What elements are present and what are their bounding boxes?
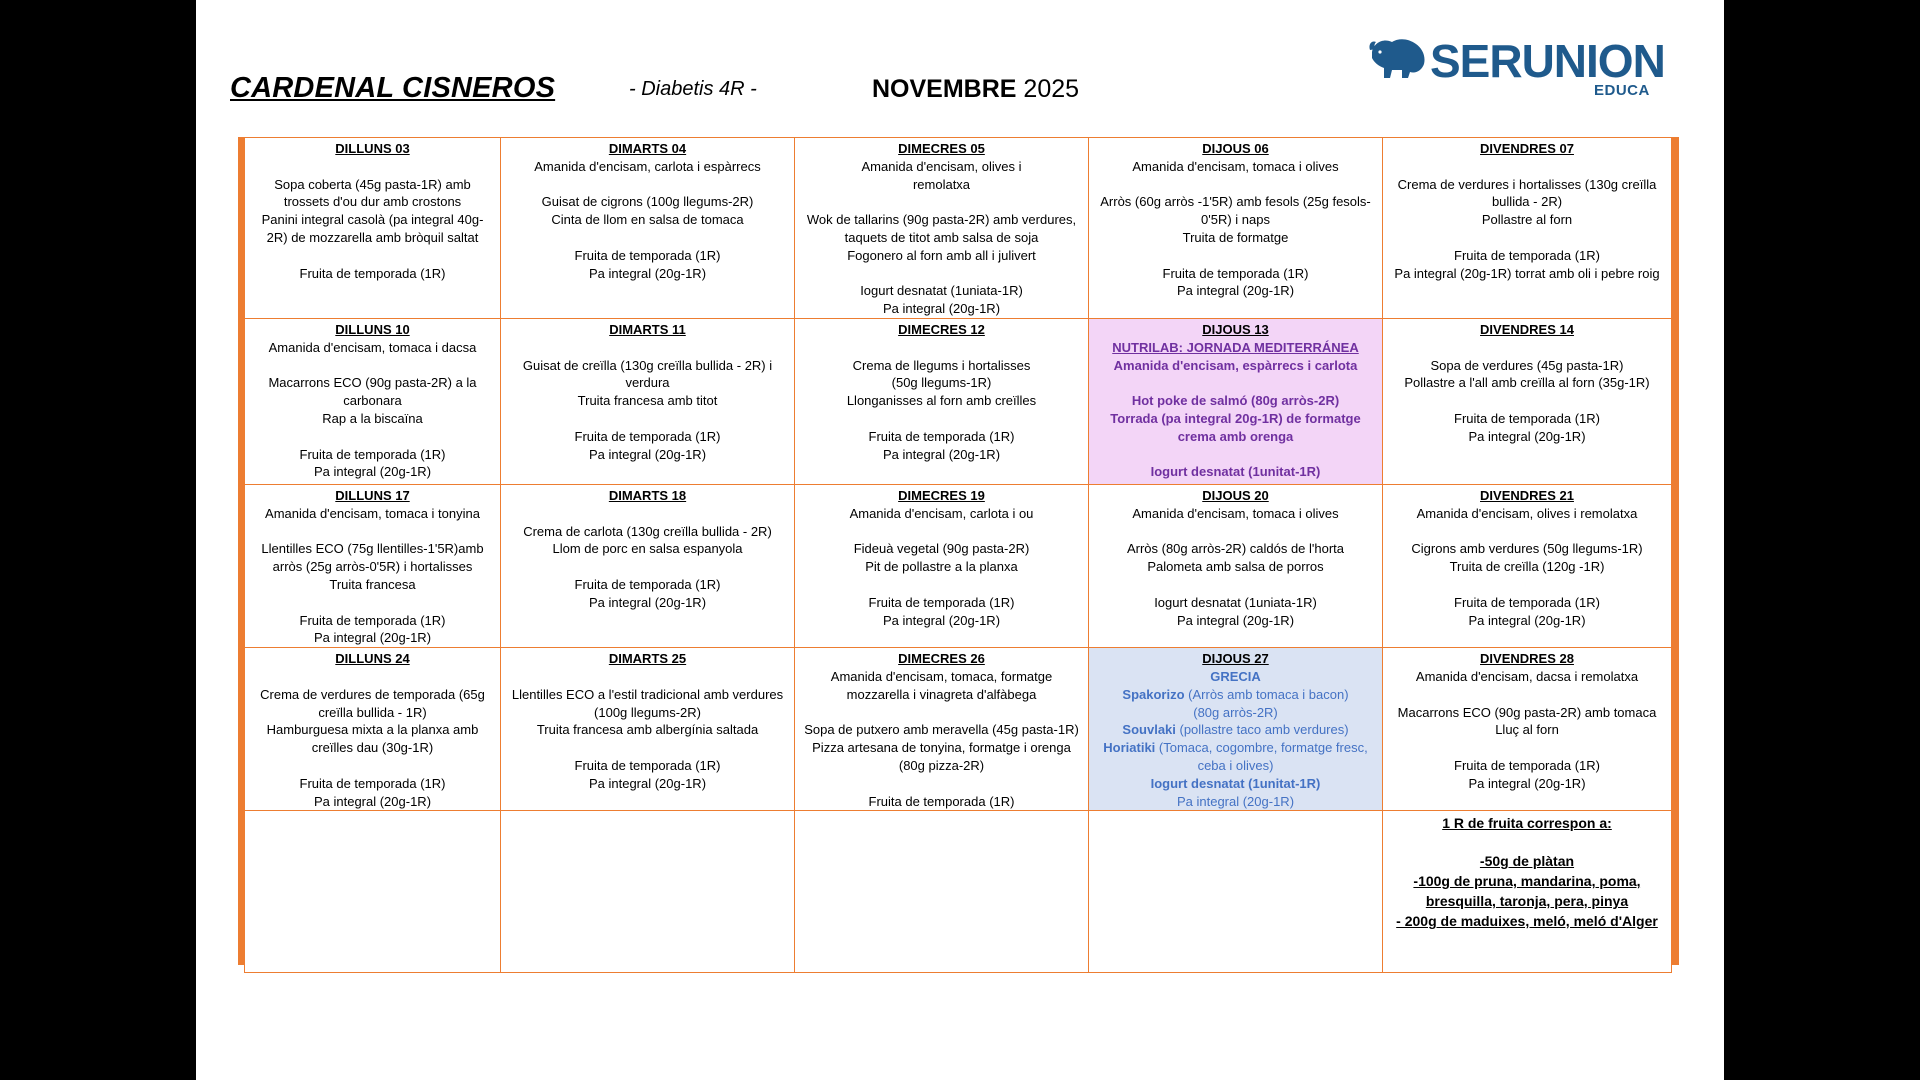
menu-line: Amanida d'encisam, tomaca i dacsa xyxy=(268,339,477,355)
menu-line: Fruita de temporada (1R) xyxy=(1454,594,1600,610)
menu-line: Rap a la biscaïna xyxy=(322,410,423,426)
menu-line: Pa integral (20g-1R) xyxy=(1176,612,1295,628)
day-cell xyxy=(1089,648,1383,811)
menu-line: Pa integral (20g-1R) xyxy=(588,446,707,462)
menu-text: Pa integral (20g-1R) xyxy=(1176,793,1295,809)
day-cell xyxy=(1383,318,1672,484)
week-row xyxy=(245,318,1672,484)
menu-line: Fruita de temporada (1R) xyxy=(574,757,721,773)
menu-line: Truita francesa amb titot xyxy=(577,393,718,409)
menu-line: Macarrons ECO (90g pasta-2R) amb tomaca xyxy=(1397,704,1657,720)
menu-line: creïlles dau (30g-1R) xyxy=(311,740,434,756)
day-cell xyxy=(245,648,501,811)
menu-line: Fruita de temporada (1R) xyxy=(1454,410,1600,426)
menu-line: Amanida d'encisam, tomaca i tonyina xyxy=(265,505,480,521)
day-cell xyxy=(1089,318,1383,484)
logo-sub: EDUCA xyxy=(1594,82,1650,99)
spacer xyxy=(1092,446,1379,464)
menu-line: Llom de porc en salsa espanyola xyxy=(552,541,743,557)
spacer xyxy=(504,176,791,194)
spacer xyxy=(1092,576,1379,594)
menu-line: Wok de tallarins (90g pasta-2R) amb verdures, xyxy=(806,212,1077,228)
menu-line xyxy=(1092,721,1379,739)
menu-line: Macarrons ECO (90g pasta-2R) a la xyxy=(268,375,477,391)
spacer xyxy=(1386,833,1668,851)
menu-text: ceba i olives) xyxy=(1197,757,1274,773)
spacer xyxy=(248,247,497,265)
fruit-note-line: -50g de plàtan xyxy=(1479,853,1575,870)
spacer xyxy=(1386,229,1668,247)
menu-line: Pa integral (20g-1R) xyxy=(1468,612,1586,628)
menu-line: Hamburguesa mixta a la planxa amb xyxy=(266,722,479,738)
menu-line: Fruita de temporada (1R) xyxy=(868,793,1015,809)
menu-line: Palometa amb salsa de porros xyxy=(1147,559,1324,575)
menu-line: Fruita de temporada (1R) xyxy=(299,265,446,281)
menu-text: (80g arròs-2R) xyxy=(1193,704,1278,720)
menu-line: (100g llegums-2R) xyxy=(594,704,701,720)
day-cell xyxy=(795,318,1089,484)
month-year xyxy=(872,75,1079,104)
bull-icon xyxy=(1368,34,1428,80)
spacer xyxy=(504,739,791,757)
right-accent-bar xyxy=(1671,137,1679,965)
menu-line: carbonara xyxy=(343,393,402,409)
spacer xyxy=(1092,374,1379,392)
menu-line: Pa integral (20g-1R) xyxy=(588,775,707,791)
menu-line: Truita de formatge xyxy=(1182,229,1289,245)
menu-line xyxy=(1092,757,1379,775)
menu-line: mozzarella i vinagreta d'alfàbega xyxy=(846,686,1037,702)
menu-line: Guisat de creïlla (130g creïlla bullida - 2R) i xyxy=(522,357,773,373)
spacer xyxy=(248,523,497,541)
menu-line: bullida - 2R) xyxy=(1491,194,1563,210)
school-title: CARDENAL CISNEROS xyxy=(230,72,556,104)
menu-line: Pa integral (20g-1R) xyxy=(882,446,1001,462)
menu-line: Amanida d'encisam, tomaca, formatge xyxy=(830,668,1053,684)
day-cell xyxy=(501,484,795,647)
menu-line: Torrada (pa integral 20g-1R) de formatge xyxy=(1110,410,1361,426)
menu-line: Llonganisses al forn amb creïlles xyxy=(846,393,1037,409)
menu-line: Cigrons amb verdures (50g llegums-1R) xyxy=(1411,541,1643,557)
empty-cell xyxy=(245,811,501,973)
day-heading: DIVENDRES 21 xyxy=(1480,487,1574,503)
menu-line: Sopa coberta (45g pasta-1R) amb xyxy=(274,176,471,192)
day-cell xyxy=(501,318,795,484)
menu-line: 0'5R) i naps xyxy=(1201,212,1270,228)
spacer xyxy=(1386,576,1668,594)
menu-line: Fruita de temporada (1R) xyxy=(574,247,721,263)
spacer xyxy=(248,357,497,375)
menu-line: Amanida d'encisam, olives i remolatxa xyxy=(1416,505,1638,521)
day-heading: DIMECRES 19 xyxy=(898,487,985,503)
menu-line: verdura xyxy=(625,375,670,391)
fruit-note-line: - 200g de maduixes, meló, meló d'Alger xyxy=(1396,913,1658,930)
menu-line: trossets d'ou dur amb crostons xyxy=(283,194,462,210)
day-heading: DIMECRES 26 xyxy=(898,651,985,667)
spacer xyxy=(248,757,497,775)
menu-text: Spakorizo xyxy=(1122,686,1185,702)
menu-line: Pa integral (20g-1R) xyxy=(588,594,707,610)
spacer xyxy=(1092,523,1379,541)
spacer xyxy=(798,523,1085,541)
spacer xyxy=(1386,392,1668,410)
menu-line: 2R) de mozzarella amb bròquil saltat xyxy=(266,229,479,245)
day-heading: DILLUNS 03 xyxy=(335,141,410,156)
menu-line: Truita francesa amb albergínia saltada xyxy=(536,722,759,738)
menu-line: Amanida d'encisam, olives i xyxy=(861,158,1022,174)
day-cell xyxy=(795,484,1089,647)
menu-line: Pa integral (20g-1R) xyxy=(882,301,1001,317)
menu-grid xyxy=(238,137,1679,965)
menu-line: Panini integral casolà (pa integral 40g- xyxy=(261,212,484,228)
menu-line: Fruita de temporada (1R) xyxy=(574,576,721,592)
week-row xyxy=(245,811,1672,973)
menu-line: Pizza artesana de tonyina, formatge i orenga xyxy=(812,740,1071,756)
fruit-note-line: -100g de pruna, mandarina, poma, xyxy=(1413,873,1641,890)
day-cell xyxy=(245,484,501,647)
day-cell xyxy=(795,138,1089,319)
fruit-note-cell xyxy=(1383,811,1672,973)
day-cell xyxy=(1383,484,1672,647)
menu-line: Fruita de temporada (1R) xyxy=(299,446,446,462)
menu-line: Crema de verdures i hortalisses (130g creïlla xyxy=(1397,176,1657,192)
spacer xyxy=(1386,739,1668,757)
menu-page xyxy=(196,0,1724,1080)
spacer xyxy=(504,229,791,247)
empty-cell xyxy=(1089,811,1383,973)
menu-line: Pa integral (20g-1R) xyxy=(588,265,707,281)
day-cell xyxy=(501,138,795,319)
day-heading: DIJOUS 27 xyxy=(1202,651,1269,667)
menu-line: Truita francesa xyxy=(329,576,416,592)
menu-line xyxy=(1092,793,1379,811)
day-heading: DIMARTS 18 xyxy=(608,487,687,503)
menu-line: Fruita de temporada (1R) xyxy=(868,594,1015,610)
menu-line: Fruita de temporada (1R) xyxy=(574,428,721,444)
menu-line: remolatxa xyxy=(912,176,971,192)
menu-line: Pollastre a l'all amb creïlla al forn (35g-1R) xyxy=(1404,375,1650,391)
spacer xyxy=(248,158,497,176)
menu-line: Fruita de temporada (1R) xyxy=(299,775,446,791)
menu-line: Pa integral (20g-1R) xyxy=(313,464,432,480)
menu-line xyxy=(1092,704,1379,722)
spacer xyxy=(504,668,791,686)
menu-line: Pollastre al forn xyxy=(1481,212,1573,228)
spacer xyxy=(504,410,791,428)
menu-line: Llentilles ECO a l'estil tradicional amb verdures xyxy=(511,686,784,702)
theme-tag: NUTRILAB: JORNADA MEDITERRÁNEA xyxy=(1112,339,1359,355)
day-heading: DIJOUS 13 xyxy=(1202,321,1269,337)
menu-line: arròs (25g arròs-0'5R) i hortalisses xyxy=(272,559,473,575)
menu-line: Amanida d'encisam, tomaca i olives xyxy=(1132,505,1339,521)
day-heading: DIVENDRES 14 xyxy=(1480,321,1574,337)
menu-line: Arròs (60g arròs -1'5R) amb fesols (25g fesols- xyxy=(1100,194,1371,210)
menu-line: Amanida d'encisam, espàrrecs i carlota xyxy=(1113,357,1358,373)
spacer xyxy=(798,410,1085,428)
day-heading: DIJOUS 20 xyxy=(1202,487,1269,503)
menu-line: Fruita de temporada (1R) xyxy=(868,428,1015,444)
day-heading: DILLUNS 10 xyxy=(335,321,410,337)
menu-text: (pollastre taco amb verdures) xyxy=(1175,722,1349,738)
day-cell xyxy=(245,138,501,319)
day-cell xyxy=(501,648,795,811)
spacer xyxy=(504,558,791,576)
day-heading: DIMARTS 04 xyxy=(608,141,687,156)
spacer xyxy=(504,505,791,523)
day-cell xyxy=(1089,138,1383,319)
spacer xyxy=(798,339,1085,357)
menu-text: (Tomaca, cogombre, formatge fresc, xyxy=(1155,740,1368,756)
menu-line: (80g pizza-2R) xyxy=(898,757,985,773)
menu-text: Souvlaki xyxy=(1122,722,1176,738)
day-cell xyxy=(245,318,501,484)
menu-line: Pa integral (20g-1R) xyxy=(313,630,432,646)
menu-line: Fruita de temporada (1R) xyxy=(1454,757,1600,773)
menu-line: Iogurt desnatat (1uniata-1R) xyxy=(860,283,1023,299)
spacer xyxy=(798,704,1085,722)
menu-line: Pa integral (20g-1R) xyxy=(313,793,432,809)
spacer xyxy=(1386,158,1668,176)
menu-line: Sopa de verdures (45g pasta-1R) xyxy=(1430,357,1624,373)
menu-line: Amanida d'encisam, carlota i ou xyxy=(849,505,1034,521)
menu-line: Hot poke de salmó (80g arròs-2R) xyxy=(1131,393,1340,409)
menu-line: Lluç al forn xyxy=(1495,722,1559,738)
day-heading: DIVENDRES 07 xyxy=(1480,141,1574,156)
diet-subtitle: - Diabetis 4R - xyxy=(629,78,757,100)
logo-brand: SERUNION xyxy=(1430,35,1665,87)
spacer xyxy=(504,339,791,357)
menu-text: Horiatiki xyxy=(1103,740,1156,756)
menu-line: Crema de verdures de temporada (65g xyxy=(260,686,485,702)
menu-line: Sopa de putxero amb meravella (45g pasta-1R) xyxy=(804,722,1079,738)
menu-text: Iogurt desnatat (1unitat-1R) xyxy=(1150,775,1321,791)
menu-line: Fruita de temporada (1R) xyxy=(1162,265,1309,281)
menu-line: creïlla bullida - 1R) xyxy=(318,704,427,720)
fruit-note-line: bresquilla, taronja, pera, pinya xyxy=(1425,893,1629,910)
menu-line: Pa integral (20g-1R) xyxy=(882,612,1001,628)
menu-line: Fideuà vegetal (90g pasta-2R) xyxy=(853,541,1030,557)
theme-tag: GRECIA xyxy=(1210,668,1261,684)
day-heading: DIMARTS 25 xyxy=(608,651,687,667)
spacer xyxy=(248,428,497,446)
spacer xyxy=(798,265,1085,283)
day-heading: DIMARTS 11 xyxy=(609,321,686,337)
day-cell xyxy=(1383,138,1672,319)
fruit-note-title: 1 R de fruita correspon a: xyxy=(1442,815,1612,832)
menu-line xyxy=(1092,686,1379,704)
menu-table xyxy=(244,137,1672,973)
menu-line: Arròs (80g arròs-2R) caldós de l'horta xyxy=(1126,541,1345,557)
day-heading: DILLUNS 17 xyxy=(335,487,410,503)
week-row xyxy=(245,484,1672,647)
week-row xyxy=(245,138,1672,319)
spacer xyxy=(248,594,497,612)
spacer xyxy=(798,576,1085,594)
day-cell xyxy=(795,648,1089,811)
day-heading: DIMECRES 05 xyxy=(898,141,985,156)
month-label: NOVEMBRE xyxy=(872,75,1017,103)
menu-text: (Arròs amb tomaca i bacon) xyxy=(1184,686,1349,702)
spacer xyxy=(1386,339,1668,357)
menu-line: Fogonero al forn amb all i julivert xyxy=(847,247,1036,263)
menu-line: Amanida d'encisam, dacsa i remolatxa xyxy=(1415,668,1639,684)
menu-line xyxy=(1092,739,1379,757)
menu-line: taquets de titot amb salsa de soja xyxy=(844,229,1039,245)
menu-line: Llentilles ECO (75g llentilles-1'5R)amb xyxy=(261,541,484,557)
week-row xyxy=(245,648,1672,811)
spacer xyxy=(798,193,1085,211)
empty-cell xyxy=(501,811,795,973)
menu-line: Pit de pollastre a la planxa xyxy=(865,559,1018,575)
spacer xyxy=(1092,247,1379,265)
menu-line: Pa integral (20g-1R) xyxy=(1176,283,1295,299)
spacer xyxy=(1092,176,1379,194)
menu-line: Iogurt desnatat (1uniata-1R) xyxy=(1154,594,1317,610)
spacer xyxy=(798,775,1085,793)
menu-line: Crema de carlota (130g creïlla bullida - 2R) xyxy=(523,523,772,539)
day-cell xyxy=(1089,484,1383,647)
day-heading: DILLUNS 24 xyxy=(335,651,410,667)
menu-line: Amanida d'encisam, carlota i espàrrecs xyxy=(534,158,761,174)
menu-line: (50g llegums-1R) xyxy=(891,375,992,391)
menu-line: Fruita de temporada (1R) xyxy=(299,612,446,628)
menu-line: Iogurt desnatat (1unitat-1R) xyxy=(1150,464,1321,480)
menu-line: Cinta de llom en salsa de tomaca xyxy=(551,212,744,228)
menu-line: Pa integral (20g-1R) torrat amb oli i pebre roig xyxy=(1394,265,1660,281)
day-heading: DIVENDRES 28 xyxy=(1480,651,1574,667)
menu-line: Pa integral (20g-1R) xyxy=(1468,428,1586,444)
menu-line: Guisat de cigrons (100g llegums-2R) xyxy=(541,194,754,210)
menu-line: Crema de llegums i hortalisses xyxy=(852,357,1031,373)
menu-line: Truita de creïlla (120g -1R) xyxy=(1449,559,1605,575)
menu-line xyxy=(1092,775,1379,793)
menu-line: Fruita de temporada (1R) xyxy=(1454,247,1600,263)
spacer xyxy=(1386,686,1668,704)
spacer xyxy=(1386,523,1668,541)
spacer xyxy=(248,668,497,686)
menu-line: crema amb orenga xyxy=(1177,428,1294,444)
empty-cell xyxy=(795,811,1089,973)
day-heading: DIMECRES 12 xyxy=(898,321,985,337)
menu-line: Pa integral (20g-1R) xyxy=(1468,775,1586,791)
menu-line: Amanida d'encisam, tomaca i olives xyxy=(1132,158,1339,174)
day-heading: DIJOUS 06 xyxy=(1202,141,1269,156)
year-label: 2025 xyxy=(1023,75,1080,103)
serunion-logo xyxy=(1368,32,1665,102)
day-cell xyxy=(1383,648,1672,811)
